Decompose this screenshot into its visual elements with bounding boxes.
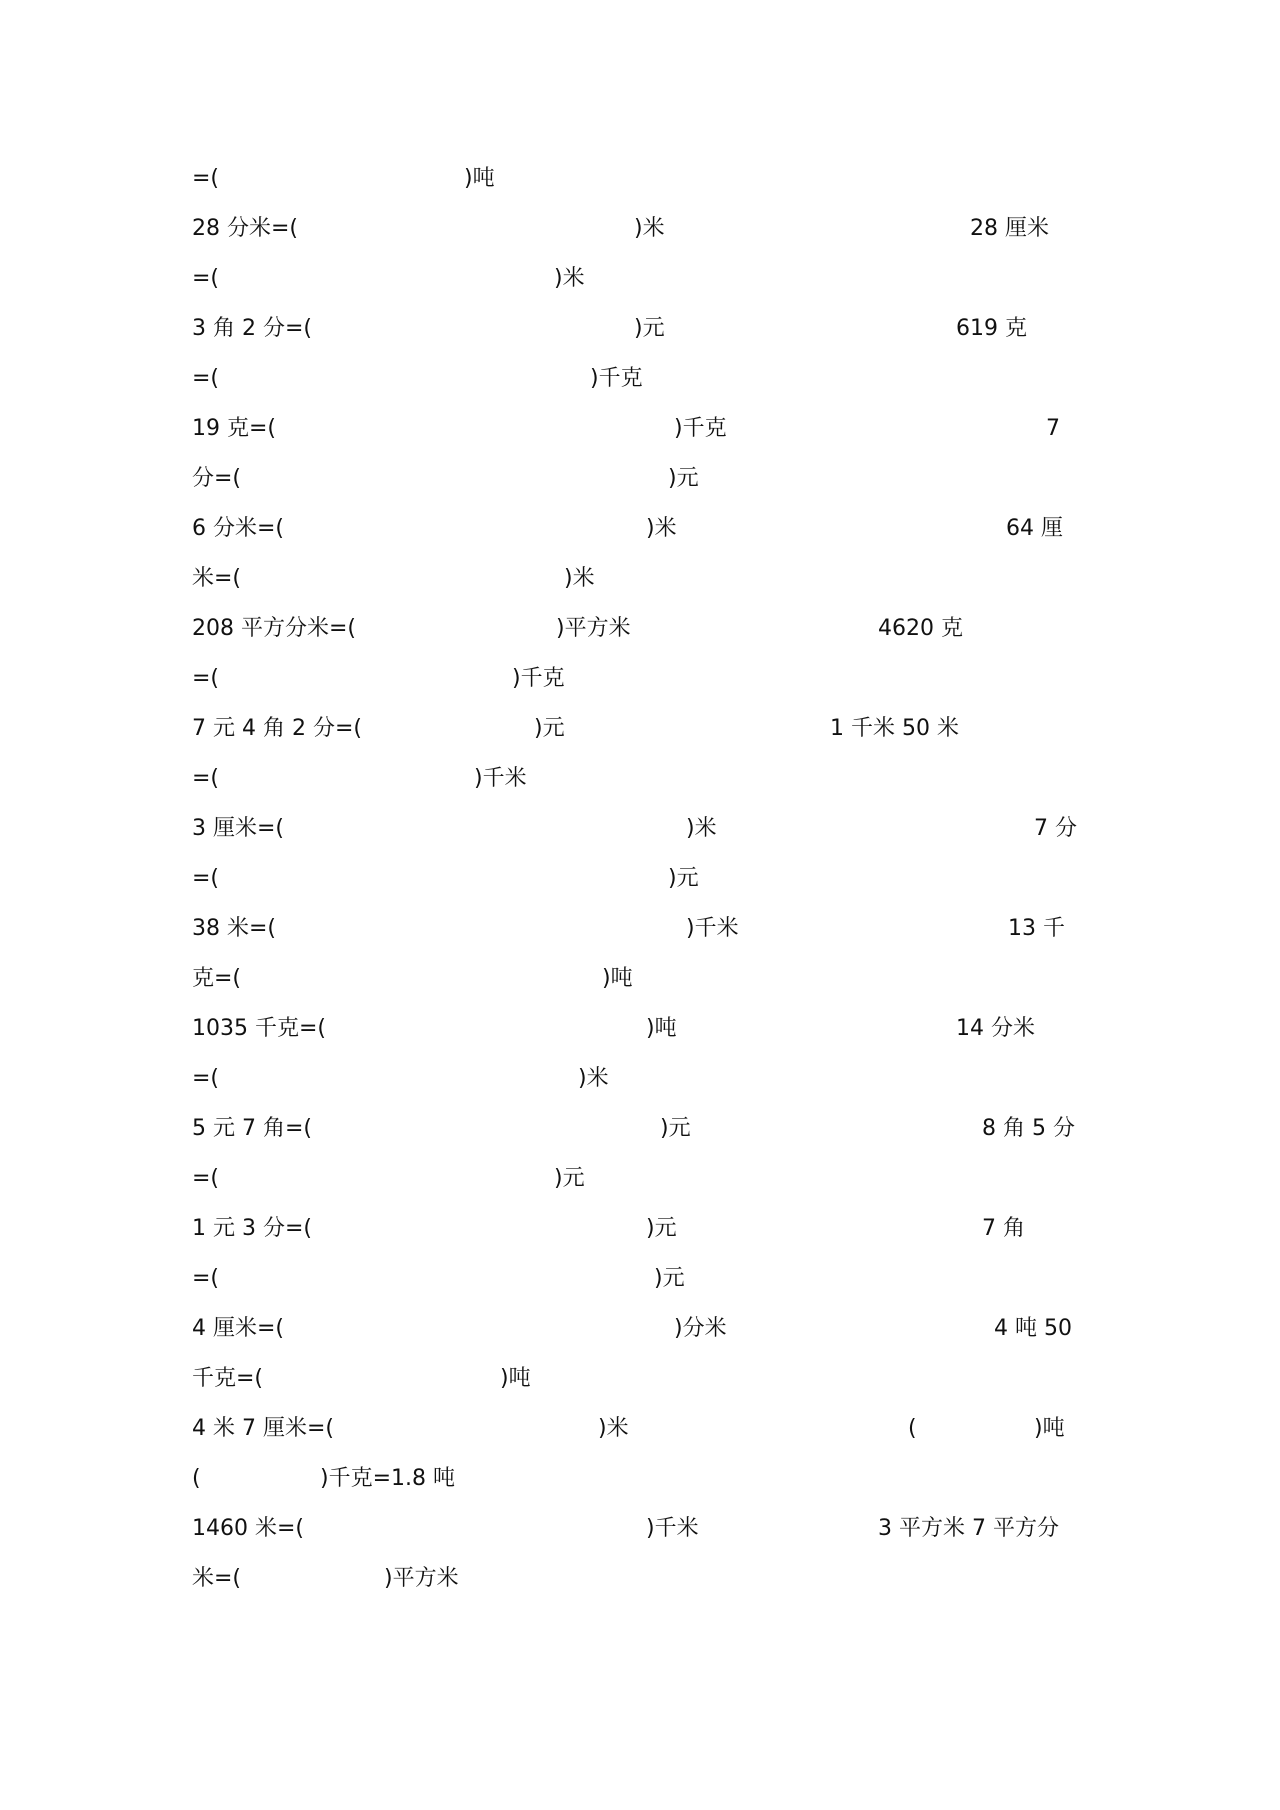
line-6-part-1: 19 克=( <box>192 416 277 441</box>
line-8-part-2: )米 <box>646 516 677 541</box>
line-1-part-1: =( <box>192 166 220 191</box>
line-22-part-1: 1 元 3 分=( <box>192 1216 312 1241</box>
line-15 <box>0 864 1280 894</box>
line-26-part-3: ( <box>908 1416 917 1441</box>
line-2-part-3: 28 厘米 <box>970 216 1049 241</box>
line-24-part-3: 4 吨 50 <box>994 1316 1072 1341</box>
line-15-part-1: =( <box>192 866 220 891</box>
line-22-part-3: 7 角 <box>982 1216 1025 1241</box>
line-19 <box>0 1064 1280 1094</box>
line-21 <box>0 1164 1280 1194</box>
line-5 <box>0 364 1280 394</box>
line-19-part-1: =( <box>192 1066 220 1091</box>
line-3 <box>0 264 1280 294</box>
line-20 <box>0 1114 1280 1144</box>
line-7-part-1: 分=( <box>192 466 242 491</box>
line-4-part-2: )元 <box>634 316 665 341</box>
line-16-part-2: )千米 <box>686 916 739 941</box>
line-7 <box>0 464 1280 494</box>
line-17-part-1: 克=( <box>192 966 242 991</box>
line-18 <box>0 1014 1280 1044</box>
line-23-part-2: )元 <box>654 1266 685 1291</box>
line-28-part-1: 1460 米=( <box>192 1516 304 1541</box>
line-4-part-1: 3 角 2 分=( <box>192 316 312 341</box>
line-9 <box>0 564 1280 594</box>
line-5-part-2: )千克 <box>590 366 643 391</box>
line-29-part-1: 米=( <box>192 1566 242 1591</box>
line-2-part-2: )米 <box>634 216 665 241</box>
line-12-part-2: )元 <box>534 716 565 741</box>
line-14-part-1: 3 厘米=( <box>192 816 285 841</box>
line-22-part-2: )元 <box>646 1216 677 1241</box>
line-22 <box>0 1214 1280 1244</box>
line-13 <box>0 764 1280 794</box>
line-13-part-1: =( <box>192 766 220 791</box>
line-26-part-2: )米 <box>598 1416 629 1441</box>
line-15-part-2: )元 <box>668 866 699 891</box>
line-4 <box>0 314 1280 344</box>
line-11-part-1: =( <box>192 666 220 691</box>
line-8 <box>0 514 1280 544</box>
line-28-part-2: )千米 <box>646 1516 699 1541</box>
line-21-part-1: =( <box>192 1166 220 1191</box>
line-11-part-2: )千克 <box>512 666 565 691</box>
line-6 <box>0 414 1280 444</box>
line-3-part-1: =( <box>192 266 220 291</box>
line-12-part-1: 7 元 4 角 2 分=( <box>192 716 362 741</box>
line-11 <box>0 664 1280 694</box>
line-18-part-3: 14 分米 <box>956 1016 1035 1041</box>
line-27-part-1: ( <box>192 1466 201 1491</box>
line-23-part-1: =( <box>192 1266 220 1291</box>
line-10 <box>0 614 1280 644</box>
line-25-part-1: 千克=( <box>192 1366 264 1391</box>
line-17 <box>0 964 1280 994</box>
line-28 <box>0 1514 1280 1544</box>
line-29 <box>0 1564 1280 1594</box>
line-17-part-2: )吨 <box>602 966 633 991</box>
line-12-part-3: 1 千米 50 米 <box>830 716 959 741</box>
line-21-part-2: )元 <box>554 1166 585 1191</box>
line-19-part-2: )米 <box>578 1066 609 1091</box>
line-16-part-1: 38 米=( <box>192 916 277 941</box>
line-25 <box>0 1364 1280 1394</box>
line-23 <box>0 1264 1280 1294</box>
line-18-part-1: 1035 千克=( <box>192 1016 326 1041</box>
line-20-part-1: 5 元 7 角=( <box>192 1116 312 1141</box>
line-6-part-2: )千克 <box>674 416 727 441</box>
line-26-part-1: 4 米 7 厘米=( <box>192 1416 334 1441</box>
line-26 <box>0 1414 1280 1444</box>
line-12 <box>0 714 1280 744</box>
line-25-part-2: )吨 <box>500 1366 531 1391</box>
line-10-part-3: 4620 克 <box>878 616 963 641</box>
line-10-part-1: 208 平方分米=( <box>192 616 357 641</box>
line-7-part-2: )元 <box>668 466 699 491</box>
line-6-part-3: 7 <box>1046 416 1060 441</box>
line-20-part-2: )元 <box>660 1116 691 1141</box>
line-27 <box>0 1464 1280 1494</box>
line-2 <box>0 214 1280 244</box>
line-13-part-2: )千米 <box>474 766 527 791</box>
line-10-part-2: )平方米 <box>556 616 631 641</box>
line-26-part-4: )吨 <box>1034 1416 1065 1441</box>
line-27-part-2: )千克=1.8 吨 <box>320 1466 455 1491</box>
line-9-part-1: 米=( <box>192 566 242 591</box>
line-29-part-2: )平方米 <box>384 1566 459 1591</box>
line-1 <box>0 164 1280 194</box>
line-2-part-1: 28 分米=( <box>192 216 299 241</box>
line-18-part-2: )吨 <box>646 1016 677 1041</box>
line-9-part-2: )米 <box>564 566 595 591</box>
line-14-part-3: 7 分 <box>1034 816 1077 841</box>
line-24 <box>0 1314 1280 1344</box>
line-1-part-2: )吨 <box>464 166 495 191</box>
line-24-part-1: 4 厘米=( <box>192 1316 285 1341</box>
line-8-part-1: 6 分米=( <box>192 516 285 541</box>
line-16-part-3: 13 千 <box>1008 916 1065 941</box>
line-8-part-3: 64 厘 <box>1006 516 1063 541</box>
line-28-part-3: 3 平方米 7 平方分 <box>878 1516 1059 1541</box>
line-4-part-3: 619 克 <box>956 316 1027 341</box>
line-20-part-3: 8 角 5 分 <box>982 1116 1075 1141</box>
line-24-part-2: )分米 <box>674 1316 727 1341</box>
line-5-part-1: =( <box>192 366 220 391</box>
line-16 <box>0 914 1280 944</box>
line-14-part-2: )米 <box>686 816 717 841</box>
line-14 <box>0 814 1280 844</box>
line-3-part-2: )米 <box>554 266 585 291</box>
